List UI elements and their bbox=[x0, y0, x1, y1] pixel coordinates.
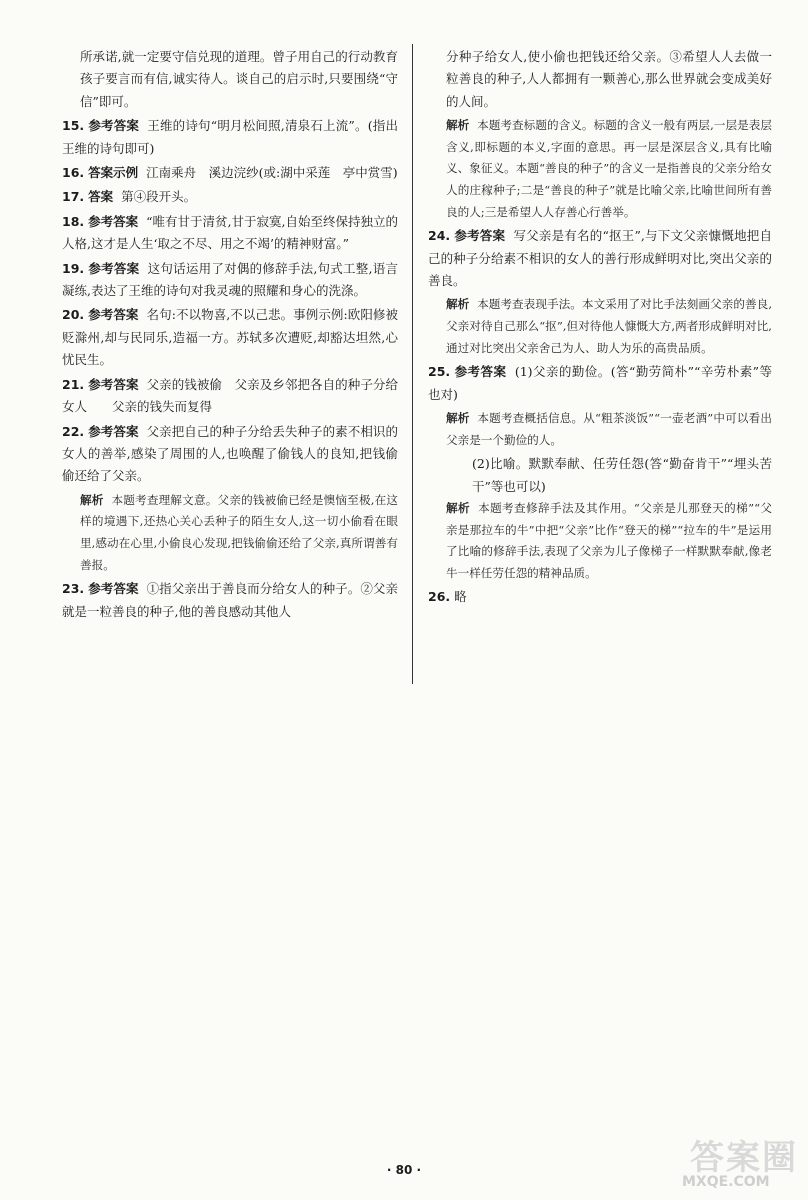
item-tag: 参考答案 bbox=[88, 376, 139, 392]
item-number: 16. bbox=[62, 165, 85, 181]
analysis-text: 本题考查理解文意。父亲的钱被偷已经是懊恼至极,在这样的境遇下,还热心关心丢种子的陌生女人,这一切小偷看在眼里,感动在心里,小偷良心发现,把钱偷偷还给了父亲,真所谓善有善报。 bbox=[80, 492, 399, 572]
answer-item-25-2: (2)比喻。默默奉献、任劳任怨(答“勤奋肯干”“埋头苦干”等也可以) bbox=[472, 456, 772, 494]
item-number: 26. bbox=[428, 589, 451, 605]
item-23-continuation: 分种子给女人,使小偷也把钱还给父亲。③希望人人去做一粒善良的种子,人人都拥有一颗善心,那么世界就会变成美好的人间。 bbox=[446, 49, 772, 109]
item-tag: 答案示例 bbox=[88, 165, 139, 181]
item-number: 17. bbox=[62, 189, 85, 205]
analysis-25-2 bbox=[428, 498, 772, 584]
analysis-text: 本题考查标题的含义。标题的含义一般有两层,一层是表层含义,即标题的本义,字面的意思。再一层是深层含义,具有比喻义、象征义。本题“善良的种子”的含义一是指善良的父亲分给女人的庄稼种子;二是“善良的种子”就是比喻父亲,比喻世间所有善良的人;三是希望人人存善心行善举。 bbox=[446, 118, 773, 219]
item-tag: 参考答案 bbox=[454, 364, 507, 380]
item-number: 18. bbox=[62, 213, 85, 229]
watermark-logo bbox=[676, 1130, 802, 1196]
item-number: 25. bbox=[428, 364, 451, 380]
answer-item-22 bbox=[62, 421, 398, 488]
analysis-22 bbox=[62, 490, 398, 576]
item-text: 第④段开头。 bbox=[121, 189, 197, 205]
item-text: 父亲的钱被偷 父亲及乡邻把各自的种子分给女人 父亲的钱失而复得 bbox=[62, 376, 398, 415]
answer-item-16 bbox=[62, 162, 398, 184]
analysis-tag: 解析 bbox=[80, 492, 104, 507]
analysis-text: 本题考查表现手法。本文采用了对比手法刻画父亲的善良,父亲对待自己那么“抠”,但对待他人慷慨大方,两者形成鲜明对比,通过对比突出父亲舍己为人、助人为乐的高贵品质。 bbox=[446, 297, 773, 355]
item-tag: 答案 bbox=[88, 189, 114, 205]
answer-item-20 bbox=[62, 304, 398, 371]
analysis-tag: 解析 bbox=[446, 501, 470, 515]
item-tag: 参考答案 bbox=[88, 581, 139, 597]
item-tag: 参考答案 bbox=[88, 118, 140, 134]
page-number: · 80 · bbox=[386, 1163, 422, 1177]
item-number: 15. bbox=[62, 118, 85, 134]
right-column bbox=[428, 46, 772, 611]
item-number: 21. bbox=[62, 376, 85, 392]
item-text: 父亲把自己的种子分给丢失种子的素不相识的女人的善举,感染了周围的人,也唤醒了偷钱人的良知,把钱偷偷还给了父亲。 bbox=[62, 423, 398, 484]
item-number: 24. bbox=[428, 228, 451, 244]
analysis-tag: 解析 bbox=[446, 297, 470, 312]
analysis-tag: 解析 bbox=[446, 118, 470, 133]
watermark-url: MXQE.COM bbox=[682, 1174, 770, 1190]
answer-item-24 bbox=[428, 225, 772, 292]
analysis-text: 本题考查修辞手法及其作用。“父亲是儿那登天的梯”“父亲是那拉车的牛”中把“父亲”比作“登天的梯”“拉车的牛”是运用了比喻的修辞手法,表现了父亲为儿子像梯子一样默默奉献,像老牛一样任劳任怨的精神品质。 bbox=[446, 501, 772, 580]
item-tag: 参考答案 bbox=[88, 213, 139, 229]
item-text: ①指父亲出于善良而分给女人的种子。②父亲就是一粒善良的种子,他的善良感动其他人 bbox=[62, 581, 398, 619]
item-text: 写父亲是有名的“抠王”,与下文父亲慷慨地把自己的种子分给素不相识的女人的善行形成鲜明对比,突出父亲的善良。 bbox=[428, 228, 772, 288]
item-number: 22. bbox=[62, 423, 85, 439]
item-text: “唯有甘于清贫,甘于寂寞,自始至终保持独立的人格,这才是人生‘取之不尽、用之不竭’的精神财富。” bbox=[62, 213, 398, 252]
item-text: 名句:不以物喜,不以己悲。事例示例:欧阳修被贬滁州,却与民同乐,造福一方。苏轼多次遭贬,却豁达坦然,心忧民生。 bbox=[62, 307, 398, 368]
answer-item-19 bbox=[62, 258, 398, 303]
item-number: 19. bbox=[62, 260, 85, 276]
analysis-23 bbox=[428, 115, 772, 223]
answer-item-15 bbox=[62, 115, 398, 160]
answer-item-17 bbox=[62, 186, 398, 208]
answer-item-18 bbox=[62, 211, 398, 256]
answer-item-26 bbox=[428, 586, 772, 608]
analysis-25-1 bbox=[428, 408, 772, 451]
item-tag: 参考答案 bbox=[454, 228, 506, 244]
answer-item-21 bbox=[62, 374, 398, 419]
item-number: 20. bbox=[62, 307, 85, 323]
item-text: 略 bbox=[454, 589, 467, 605]
analysis-24 bbox=[428, 294, 772, 359]
left-column bbox=[62, 46, 398, 625]
item-number: 23. bbox=[62, 581, 85, 597]
answer-item-23 bbox=[62, 578, 398, 623]
column-divider bbox=[412, 44, 413, 684]
watermark-title: 答案圈 bbox=[690, 1138, 798, 1178]
analysis-tag: 解析 bbox=[446, 411, 470, 425]
item-tag: 参考答案 bbox=[88, 260, 140, 276]
item-text: 江南乘舟 溪边浣纱(或:湖中采莲 亭中赏雪) bbox=[146, 165, 398, 181]
item-text: (1)父亲的勤俭。(答“勤劳简朴”“辛劳朴素”等也对) bbox=[428, 364, 772, 402]
item-tag: 参考答案 bbox=[88, 307, 139, 323]
item-text: 王维的诗句“明月松间照,清泉石上流”。(指出王维的诗句即可) bbox=[62, 118, 398, 156]
analysis-text: 本题考查概括信息。从“粗茶淡饭”“一壶老酒”中可以看出父亲是一个勤俭的人。 bbox=[446, 411, 772, 447]
item-tag: 参考答案 bbox=[88, 423, 139, 439]
item-text: 这句话运用了对偶的修辞手法,句式工整,语言凝练,表达了王维的诗句对我灵魂的照耀和身心的洗涤。 bbox=[62, 260, 399, 299]
answer-item-25 bbox=[428, 361, 772, 406]
intro-continuation: 所承诺,就一定要守信兑现的道理。曾子用自己的行动教育孩子要言而有信,诚实待人。谈自己的启示时,只要围绕“守信”即可。 bbox=[80, 49, 398, 109]
